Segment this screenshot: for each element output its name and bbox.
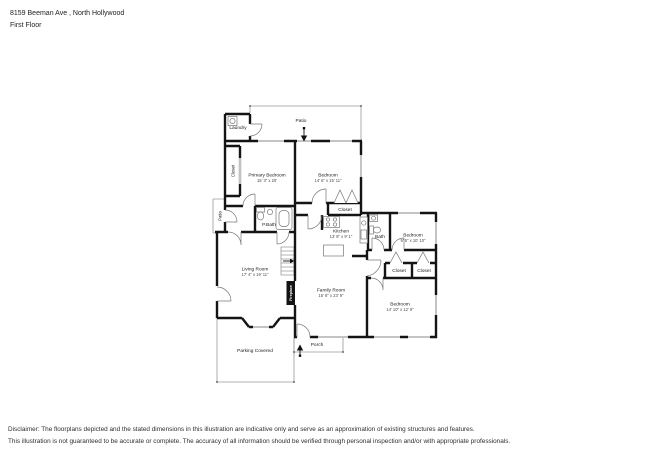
pbath-door	[277, 232, 289, 244]
stove-icon	[324, 217, 340, 228]
floor-title: First Floor	[10, 22, 42, 29]
bathtub-icon	[276, 208, 292, 230]
disclaimer	[8, 424, 510, 448]
room-dims: 15' 3" x 20'	[256, 178, 278, 184]
kitchen-hall-door	[308, 215, 322, 229]
room-label-laundry: Laundry	[228, 124, 247, 131]
room-label-patio-left: Patio	[217, 211, 222, 221]
room-label-porch: Porch	[310, 341, 324, 348]
bath-toilet-icon	[370, 226, 381, 234]
room-label-bedroom-top: Bedroom 14' 6" x 15' 11"	[314, 172, 342, 184]
closet-b-bifold	[417, 252, 429, 263]
fireplace-label: Fireplace	[288, 285, 293, 301]
bedroom-top-door	[312, 189, 326, 203]
room-label-bath: Bath	[375, 234, 385, 240]
living-room-door	[228, 232, 241, 245]
room-label-family-room: Family Room 15' 8" x 23' 9"	[316, 287, 346, 299]
family-hall-door	[367, 260, 381, 276]
patio-left-door	[225, 210, 237, 222]
disclaimer-line-2: This illustration is not guaranteed to be accurate or complete. The accuracy of all information should be verified through personal inspection and/or with appropriate professionals.	[8, 438, 511, 445]
room-dims: 13' 8" x 9' 1"	[329, 233, 353, 239]
room-dims: 14' 6" x 15' 11"	[314, 178, 342, 184]
porch-door	[297, 324, 310, 337]
room-label-closet-b: Closet	[416, 267, 431, 274]
sink-icon	[267, 209, 272, 214]
room-label-bedroom-bottom: Bedroom 14' 10" x 12' 9"	[386, 301, 414, 313]
toilet-icon	[257, 208, 265, 221]
laundry-door	[250, 124, 262, 136]
bath-sink-icon	[370, 215, 378, 222]
disclaimer-line-1: Disclaimer: The floorplans depicted and the stated dimensions in this illustration are indicative only and serve as an approximation of existing structures and features.	[8, 426, 475, 433]
room-label-closet-a: Closet	[391, 267, 406, 274]
thin-outlines	[213, 106, 361, 382]
room-label-closet-primary: Closet	[230, 164, 236, 178]
primary-bedroom-door	[243, 194, 255, 206]
room-label-bedroom-right: Bedroom 9' 5" x 10' 10"	[400, 232, 426, 244]
living-left-door	[217, 287, 231, 301]
address-title: 8159 Beeman Ave , North Hollywood	[10, 10, 125, 17]
closet-mid-bifold	[334, 190, 358, 203]
room-dims: 9' 5" x 10' 10"	[400, 238, 426, 244]
entry-arrow-top	[301, 127, 307, 142]
closet-slider-door	[239, 158, 241, 184]
entry-arrow-porch	[297, 345, 303, 357]
room-label-closet-mid: Closet	[337, 206, 352, 213]
room-dims: 17' 4" x 19' 11"	[241, 272, 269, 278]
room-label-pbath: P.Bath	[262, 221, 276, 228]
stairs-arrow	[283, 259, 295, 263]
room-dims: 15' 8" x 23' 9"	[318, 293, 344, 299]
room-label-parking: Parking Covered	[237, 348, 273, 354]
room-dims: 14' 10" x 12' 9"	[386, 307, 414, 313]
room-label-kitchen: Kitchen 13' 8" x 9' 1"	[329, 228, 353, 239]
room-label-living-room: Living Room 17' 4" x 19' 11"	[241, 266, 269, 278]
bedroom-bottom-door	[371, 278, 383, 290]
room-label-patio-top: Patio	[295, 118, 307, 124]
bifold-doors	[334, 190, 429, 263]
room-label-primary-bedroom: Primary Bedroom 15' 3" x 20'	[248, 172, 286, 184]
closet-a-bifold	[390, 252, 402, 263]
